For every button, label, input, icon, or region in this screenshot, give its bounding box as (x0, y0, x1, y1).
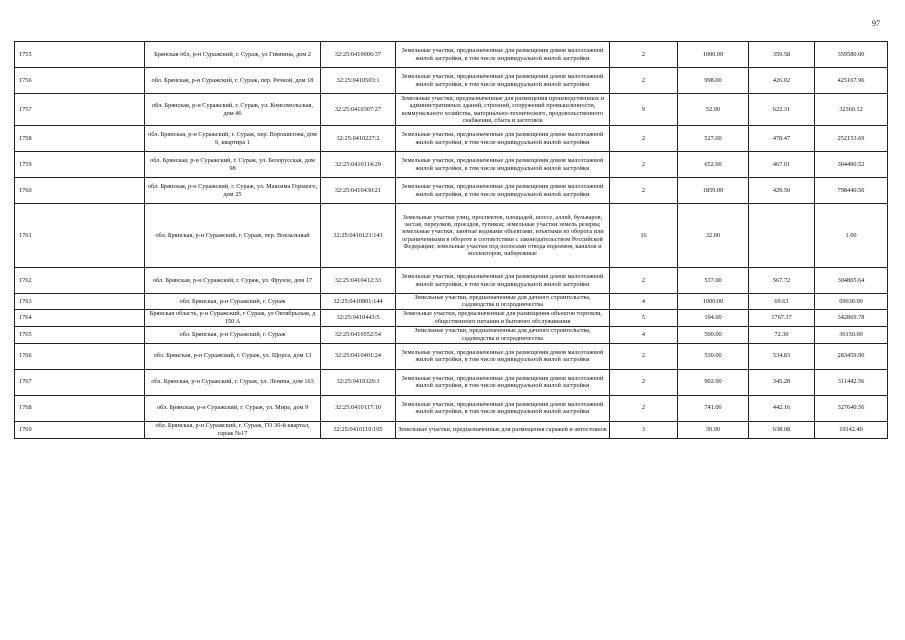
row-specific-value: 478.47 (749, 126, 815, 152)
row-specific-value: 567.72 (749, 268, 815, 294)
row-land-use: Земельные участки, предназначенные для размещения домов малоэтажной жилой застройки, в том числе индивидуальной жилой застройки (396, 42, 610, 68)
row-specific-value: 622.31 (749, 94, 815, 126)
row-area: 52.00 (678, 94, 749, 126)
row-land-use: Земельные участки, предназначенные для размещения домов малоэтажной жилой застройки, в том числе индивидуальной жилой застройки (396, 369, 610, 395)
land-registry-table (14, 41, 888, 439)
row-land-use: Земельные участки, предназначенные для дачного строительства, садоводства и огородничества (396, 294, 610, 310)
row-group: 16 (610, 204, 678, 268)
table-row (15, 126, 888, 152)
table-row (15, 152, 888, 178)
row-address: обл. Брянская, р-н Суражский, г. Сураж, ул. Белорусская, дом 98 (145, 152, 321, 178)
table-row (15, 294, 888, 310)
row-cadastral-number: 32:25:0410401:24 (321, 343, 396, 369)
row-cadastral-number: 32:25:0410123:143 (321, 204, 396, 268)
table-row (15, 68, 888, 94)
row-cadastral-value: 327640.56 (815, 395, 888, 421)
row-specific-value: 534.83 (749, 343, 815, 369)
row-specific-value: 442.16 (749, 395, 815, 421)
row-area: 741.00 (678, 395, 749, 421)
row-land-use: Земельные участки, предназначенные для размещения гаражей и автостоянок (396, 421, 610, 438)
row-number: 1763 (15, 294, 145, 310)
row-cadastral-value: 252153.69 (815, 126, 888, 152)
row-number: 1768 (15, 395, 145, 421)
row-cadastral-number: 32:25:0410307:27 (321, 94, 396, 126)
row-group: 2 (610, 152, 678, 178)
table-row (15, 42, 888, 68)
row-cadastral-value: 359580.00 (815, 42, 888, 68)
row-cadastral-number: 32:25:0410227:2 (321, 126, 396, 152)
row-land-use: Земельные участки, предназначенные для размещения домов малоэтажной жилой застройки, в том числе индивидуальной жилой застройки (396, 68, 610, 94)
row-address: обл. Брянская, р-н Суражский, г. Сураж, ул. Мира, дом 9 (145, 395, 321, 421)
row-cadastral-value: 798440.50 (815, 178, 888, 204)
row-cadastral-number: 32:25:0410117:10 (321, 395, 396, 421)
table-body (15, 42, 888, 439)
row-address: обл. Брянская, р-н Суражский, г. Сураж, ул. Ленина, дом 163 (145, 369, 321, 395)
row-address: обл. Брянская, р-н Суражский, г. Сураж (145, 326, 321, 343)
row-cadastral-number: 32:25:0410320:3 (321, 369, 396, 395)
row-specific-value: 1767.37 (749, 309, 815, 326)
row-address: Брянская обл, р-н Суражский, г. Сураж, ул Гимнина, дом 2 (145, 42, 321, 68)
row-land-use: Земельные участки, предназначенные для размещения объектов торговли, общественного питания и бытового обслуживания (396, 309, 610, 326)
row-group: 2 (610, 395, 678, 421)
row-specific-value: 429.50 (749, 178, 815, 204)
row-group: 9 (610, 94, 678, 126)
row-area: 530.00 (678, 343, 749, 369)
row-address: обл. Брянская, р-н Суражский, г. Сураж, ГО 30-й квартал, гараж №17 (145, 421, 321, 438)
row-specific-value: 69.63 (749, 294, 815, 310)
row-address: обл. Брянская, р-н Суражский, г. Сураж, пер. Речной, дом 18 (145, 68, 321, 94)
row-number: 1757 (15, 94, 145, 126)
row-cadastral-value: 1.00 (815, 204, 888, 268)
row-land-use: Земельные участки, предназначенные для дачного строительства, садоводства и огородничества (396, 326, 610, 343)
table-row (15, 421, 888, 438)
table-row (15, 268, 888, 294)
row-area: 30.00 (678, 421, 749, 438)
row-land-use: Земельные участки, предназначенные для размещения производственных и административных зданий, строений, сооружений промышленности, коммунального хозяйства, материально-технического, продовольственного снабжения, сбыта и заготовок (396, 94, 610, 126)
row-area: 1000.00 (678, 42, 749, 68)
row-group: 3 (610, 421, 678, 438)
row-address: обл. Брянская, р-н Суражский, г. Сураж, пер. Вокзальный (145, 204, 321, 268)
row-specific-value: 467.01 (749, 152, 815, 178)
row-number: 1764 (15, 309, 145, 326)
row-address: обл. Брянская, р-н Суражский, г. Сураж, ул. Комсомольская, дом 46 (145, 94, 321, 126)
row-cadastral-value: 32360.12 (815, 94, 888, 126)
row-specific-value: 426.02 (749, 68, 815, 94)
row-number: 1762 (15, 268, 145, 294)
row-land-use: Земельные участки, предназначенные для размещения домов малоэтажной жилой застройки, в том числе индивидуальной жилой застройки (396, 178, 610, 204)
row-cadastral-number: 32:25:0410006:37 (321, 42, 396, 68)
row-cadastral-number: 32:25:0410443:5 (321, 309, 396, 326)
row-number: 1767 (15, 369, 145, 395)
row-number: 1761 (15, 204, 145, 268)
row-number: 1766 (15, 343, 145, 369)
row-cadastral-value: 425167.96 (815, 68, 888, 94)
row-specific-value (749, 204, 815, 268)
table-row (15, 343, 888, 369)
row-group: 2 (610, 343, 678, 369)
table-row (15, 326, 888, 343)
row-address: обл. Брянская, р-н Суражский, г. Сураж, ул. Максима Горького, дом 25 (145, 178, 321, 204)
table-row (15, 178, 888, 204)
row-land-use: Земельные участки, предназначенные для размещения домов малоэтажной жилой застройки, в том числе индивидуальной жилой застройки (396, 152, 610, 178)
row-number: 1760 (15, 178, 145, 204)
row-group: 2 (610, 68, 678, 94)
row-group: 2 (610, 268, 678, 294)
row-cadastral-value: 283459.90 (815, 343, 888, 369)
row-address: обл. Брянская, р-н Суражский, г. Сураж (145, 294, 321, 310)
row-specific-value: 72.30 (749, 326, 815, 343)
row-cadastral-number: 32:25:0410552:54 (321, 326, 396, 343)
row-area: 652.00 (678, 152, 749, 178)
table-row (15, 94, 888, 126)
row-cadastral-number: 32:25:0410503:1 (321, 68, 396, 94)
table-row (15, 309, 888, 326)
row-land-use: Земельные участки, предназначенные для размещения домов малоэтажной жилой застройки, в том числе индивидуальной жилой застройки (396, 343, 610, 369)
row-group: 4 (610, 326, 678, 343)
row-address: Брянская область, р-н Суражский, г Сураж, ул Октябрьская, д 150 А (145, 309, 321, 326)
row-number: 1769 (15, 421, 145, 438)
row-number: 1755 (15, 42, 145, 68)
row-group: 2 (610, 126, 678, 152)
row-group: 2 (610, 42, 678, 68)
row-group: 2 (610, 178, 678, 204)
row-number: 1765 (15, 326, 145, 343)
row-area: 537.00 (678, 268, 749, 294)
row-land-use: Земельные участки улиц, проспектов, площадей, шоссе, аллей, бульваров, застав, переулков, проездов, тупиков; земельные участки земель резерва; земельные участки, занятые водными объектами, изъятыми из оборота или ограниченными в обороте в соответствии с законодательством Российской Федерации; земельные участки под полосами отвода водоемов, каналов и коллекторов, набережные (396, 204, 610, 268)
row-specific-value: 359.58 (749, 42, 815, 68)
row-cadastral-number: 32:25:0410114:29 (321, 152, 396, 178)
row-address: обл. Брянская, р-н Суражский, г. Сураж, ул. Щорса, дом 13 (145, 343, 321, 369)
row-area: 902.00 (678, 369, 749, 395)
table-row (15, 204, 888, 268)
row-area: 1859.00 (678, 178, 749, 204)
row-cadastral-value: 69630.00 (815, 294, 888, 310)
row-cadastral-number: 32:25:0410110:105 (321, 421, 396, 438)
row-specific-value: 638.08 (749, 421, 815, 438)
row-specific-value: 345.28 (749, 369, 815, 395)
row-group: 2 (610, 369, 678, 395)
row-cadastral-number: 32:25:0410412:33 (321, 268, 396, 294)
row-address: обл. Брянская, р-н Суражский, г. Сураж, ул. Фрунзе, дом 17 (145, 268, 321, 294)
row-cadastral-number: 32:25:0410430:21 (321, 178, 396, 204)
row-area: 500.00 (678, 326, 749, 343)
row-cadastral-value: 342869.78 (815, 309, 888, 326)
row-number: 1759 (15, 152, 145, 178)
row-land-use: Земельные участки, предназначенные для размещения домов малоэтажной жилой застройки, в том числе индивидуальной жилой застройки (396, 268, 610, 294)
row-cadastral-number: 32:25:0410801:144 (321, 294, 396, 310)
table-row (15, 395, 888, 421)
page-number: 97 (872, 19, 880, 28)
table-row (15, 369, 888, 395)
row-area: 527.00 (678, 126, 749, 152)
row-cadastral-value: 311442.56 (815, 369, 888, 395)
row-cadastral-value: 304490.52 (815, 152, 888, 178)
row-area: 32.00 (678, 204, 749, 268)
row-group: 5 (610, 309, 678, 326)
row-land-use: Земельные участки, предназначенные для размещения домов малоэтажной жилой застройки, в том числе индивидуальной жилой застройки (396, 395, 610, 421)
row-land-use: Земельные участки, предназначенные для размещения домов малоэтажной жилой застройки, в том числе индивидуальной жилой застройки (396, 126, 610, 152)
row-cadastral-value: 304865.64 (815, 268, 888, 294)
row-group: 4 (610, 294, 678, 310)
row-area: 1000.00 (678, 294, 749, 310)
row-area: 998.00 (678, 68, 749, 94)
row-area: 194.00 (678, 309, 749, 326)
row-address: обл. Брянская, р-н Суражский, г. Сураж, пер. Ворошилова, дом 9, квартира 1 (145, 126, 321, 152)
row-cadastral-value: 36150.00 (815, 326, 888, 343)
row-number: 1758 (15, 126, 145, 152)
row-number: 1756 (15, 68, 145, 94)
row-cadastral-value: 19142.40 (815, 421, 888, 438)
